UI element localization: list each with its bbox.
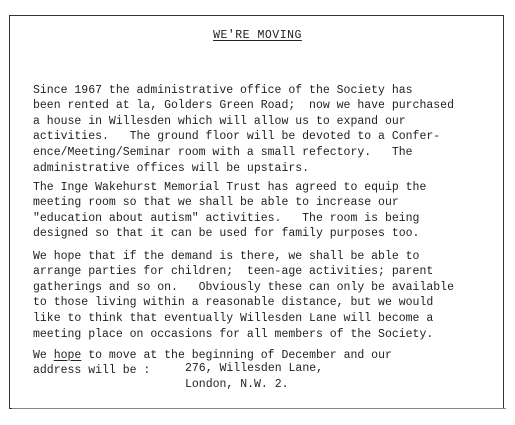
text-fragment: We — [33, 348, 54, 362]
text-line: Since 1967 the administrative office of the Society has — [33, 83, 413, 97]
text-line: We hope that if the demand is there, we shall be able to — [33, 249, 420, 263]
text-line: The Inge Wakehurst Memorial Trust has agreed to equip the — [33, 180, 427, 194]
announcement-title: WE'RE MOVING — [213, 29, 302, 42]
text-line: arrange parties for children; teen-age activities; parent — [33, 265, 434, 279]
address-line-street: 276, Willesden Lane, — [185, 362, 324, 375]
underlined-word: hope — [53, 348, 82, 362]
text-line: administrative offices will be upstairs. — [33, 161, 310, 175]
text-line: activities. The ground floor will be devoted to a Confer- — [33, 130, 441, 144]
text-line: gatherings and so on. Obviously these can only be available — [33, 280, 454, 294]
text-fragment: to move at the beginning of December and our — [81, 348, 392, 362]
text-line: meeting place on occasions for all members of the Society. — [33, 327, 434, 341]
address-line-city: London, N.W. 2. — [185, 378, 289, 391]
text-line: designed so that it can be used for family purposes too. — [33, 227, 420, 241]
text-line: to those living within a reasonable distance, but we would — [33, 296, 434, 310]
text-line: address will be : — [33, 364, 151, 378]
text-line: been rented at la, Golders Green Road; now we have purchased — [33, 99, 454, 113]
text-line: meeting room so that we shall be able to increase our — [33, 196, 399, 210]
text-line: a house in Willesden which will allow us to expand our — [33, 114, 406, 128]
document-border-shadow — [12, 408, 506, 409]
text-line: "education about autism" activities. The room is being — [33, 211, 420, 225]
text-line: like to think that eventually Willesden Lane will become a — [33, 311, 434, 325]
text-line: ence/Meeting/Seminar room with a small refectory. The — [33, 145, 413, 159]
